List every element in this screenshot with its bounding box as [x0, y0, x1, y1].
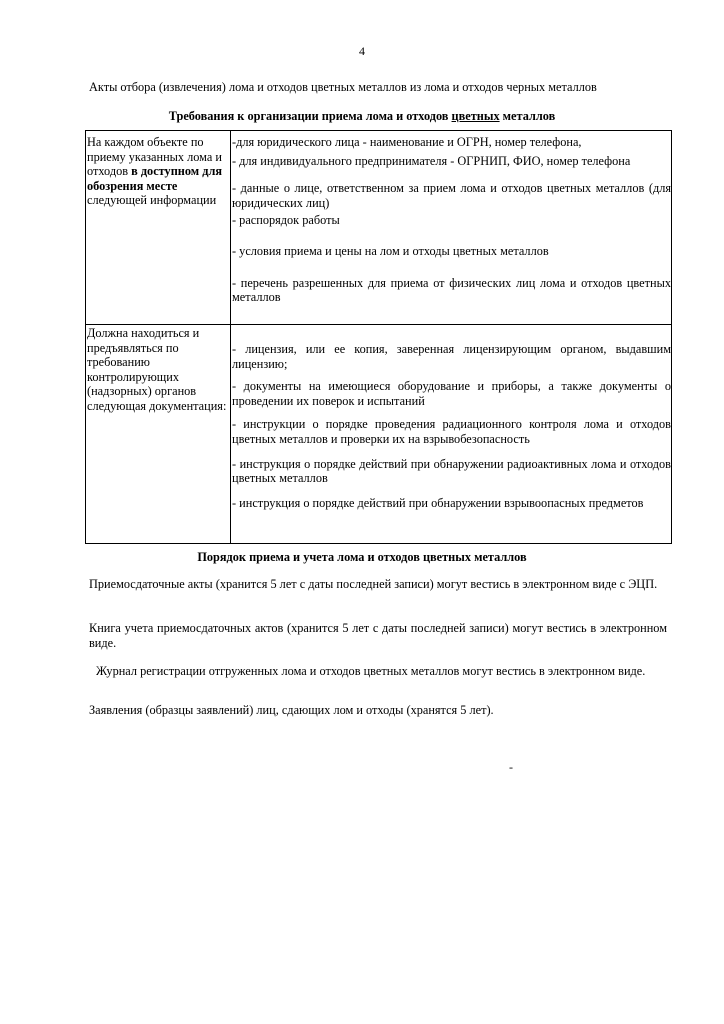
- intro-line: Акты отбора (извлечения) лома и отходов цветных металлов из лома и отходов черных металлов: [89, 80, 597, 94]
- list-item: - инструкция о порядке действий при обнаружении радиоактивных лома и отходов цветных металлов: [232, 456, 671, 486]
- paragraph: Книга учета приемосдаточных актов (хранится 5 лет с даты последней записи) могут вестись в электронном виде.: [89, 621, 667, 650]
- page-number: 4: [359, 44, 365, 58]
- list-item: - инструкция о порядке действий при обнаружении взрывоопасных предметов: [232, 495, 644, 510]
- section-title-requirements: [0, 109, 724, 124]
- list-item: - перечень разрешенных для приема от физических лиц лома и отходов цветных металлов: [232, 275, 671, 305]
- row1-left-text: На каждом объекте по приему указанных лома и отходов: [87, 135, 222, 179]
- list-item: - условия приема и цены на лом и отходы цветных металлов: [232, 243, 549, 258]
- list-item: - документы на имеющиеся оборудование и приборы, а также документы о проведении их поверок и испытаний: [232, 379, 671, 408]
- section-title-underlined: цветных: [451, 109, 500, 123]
- list-item: - инструкции о порядке проведения радиационного контроля лома и отходов цветных металлов и проверки их на взрывобезопасность: [232, 417, 671, 446]
- list-item: - для индивидуального предпринимателя - ОГРНИП, ФИО, номер телефона: [232, 153, 631, 168]
- table-row: [86, 131, 672, 325]
- paragraph: Приемосдаточные акты (хранится 5 лет с даты последней записи) могут вестись в электронном виде с ЭЦП.: [89, 577, 658, 591]
- paragraph: Заявления (образцы заявлений) лиц, сдающих лом и отходы (хранятся 5 лет).: [89, 703, 494, 717]
- section-title-procedure: Порядок приема и учета лома и отходов цветных металлов: [197, 550, 527, 564]
- requirements-table: [85, 130, 672, 544]
- paragraph: Журнал регистрации отгруженных лома и отходов цветных металлов могут вестись в электронном виде.: [96, 664, 646, 678]
- list-item: - лицензия, или ее копия, заверенная лицензирующим органом, выдавшим лицензию;: [232, 342, 671, 371]
- row2-left-text: Должна находиться и предъявляться по требованию контролирующих (надзорных) органов следующая документация:: [87, 326, 227, 413]
- row1-left-text-end: следующей информации: [87, 193, 217, 208]
- row1-left-bold: в доступном для обозрения месте: [87, 164, 223, 193]
- list-item: - распорядок работы: [232, 213, 340, 228]
- row2-left-cell: [86, 325, 231, 544]
- stray-dash: -: [509, 760, 513, 774]
- row1-right-cell: [231, 131, 672, 325]
- section-title-part: Требования к организации приема лома и отходов: [168, 109, 452, 123]
- row2-right-cell: [231, 325, 672, 544]
- row1-left-cell: [86, 131, 231, 325]
- section-title-part: металлов: [499, 109, 556, 123]
- table-row: [86, 325, 672, 544]
- list-item: - данные о лице, ответственном за прием лома и отходов цветных металлов (для юридических лиц): [232, 181, 671, 210]
- list-item: -для юридического лица - наименование и ОГРН, номер телефона,: [232, 135, 582, 149]
